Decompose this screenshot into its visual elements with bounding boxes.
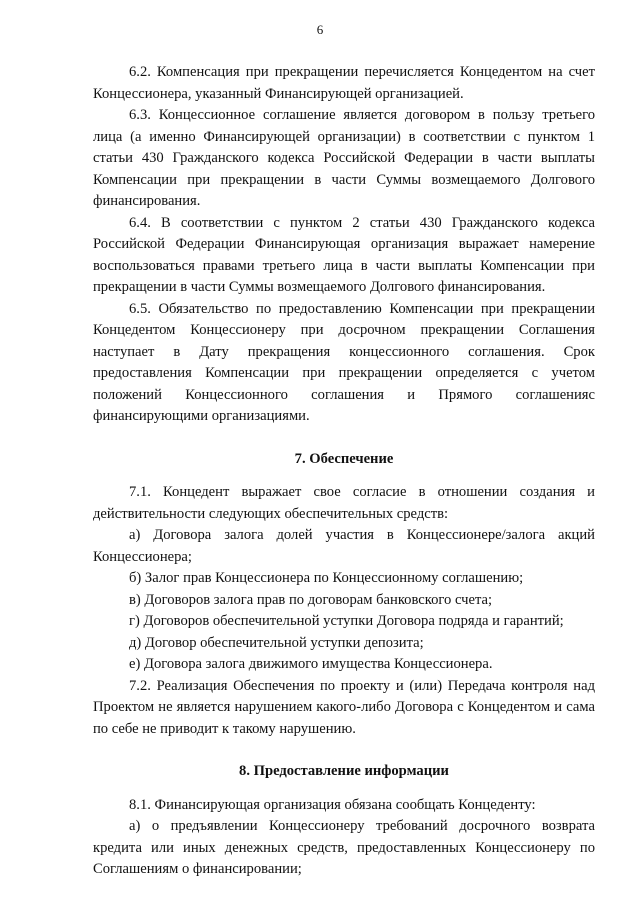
list-item-7-1-g: г) Договоров обеспечительной уступки Договора подряда и гарантий;: [129, 613, 564, 629]
list-item-8-1-a: а) о предъявлении Концессионеру требований досрочного возврата кредита или иных денежных средств, предоставленных Концессионеру по Соглашениям о финансировании;: [93, 818, 595, 877]
paragraph-6-2: 6.2. Компенсация при прекращении перечисляется Концедентом на счет Концессионера, указанный Финансирующей организацией.: [93, 64, 595, 102]
list-item-7-1-v: в) Договоров залога прав по договорам банковского счета;: [129, 591, 493, 608]
section-8-heading: 8. Предоставление информации: [239, 763, 449, 779]
page-number: 6: [316, 22, 324, 37]
page-body: [93, 62, 595, 881]
paragraph-6-5: 6.5. Обязательство по предоставлению Компенсации при прекращении Концедентом Концессионеру при досрочном прекращении Соглашения наступает в Дату прекращения концессионного соглашения. Срок предоставления Компенсации при прекращении определяется с учетом положений Концессионного соглашения и Прямого соглашенияс финансирующими организациями.: [93, 300, 595, 424]
spacer: [93, 428, 595, 449]
paragraph-7-1: 7.1. Концедент выражает свое согласие в отношении создания и действительности следующих обеспечительных средств:: [93, 484, 595, 522]
list-item-7-1-a: а) Договора залога долей участия в Концессионере/залога акций Концессионера;: [93, 527, 595, 565]
paragraph-7-2: 7.2. Реализация Обеспечения по проекту и (или) Передача контроля над Проектом не является нарушением какого-либо Договора с Концедентом и сама по себе не приводит к такому нарушению.: [93, 677, 595, 737]
paragraph-6-3: 6.3. Концессионное соглашение является договором в пользу третьего лица (а именно Финансирующей организации) в соответствии с пунктом 1 статьи 430 Гражданского кодекса Российской Федерации в части выплаты Компенсации при прекращении в части Суммы возмещаемого Долгового финансирования.: [93, 107, 595, 209]
paragraph-6-4: 6.4. В соответствии с пунктом 2 статьи 430 Гражданского кодекса Российской Федерации Финансирующая организация выражает намерение воспользоваться правами третьего лица в части выплаты Компенсации при прекращении в части Суммы возмещаемого Долгового финансирования.: [93, 214, 595, 295]
list-item-7-1-e: е) Договора залога движимого имущества Концессионера.: [129, 656, 493, 672]
section-7-heading: 7. Обеспечение: [294, 450, 394, 467]
spacer: [93, 740, 595, 761]
spacer: [93, 470, 595, 482]
spacer: [93, 783, 595, 795]
list-item-7-1-b: б) Залог прав Концессионера по Концессионному соглашению;: [129, 570, 524, 586]
list-item-7-1-d: д) Договор обеспечительной уступки депозита;: [129, 634, 424, 651]
paragraph-8-1: 8.1. Финансирующая организация обязана сообщать Концеденту:: [129, 796, 536, 813]
